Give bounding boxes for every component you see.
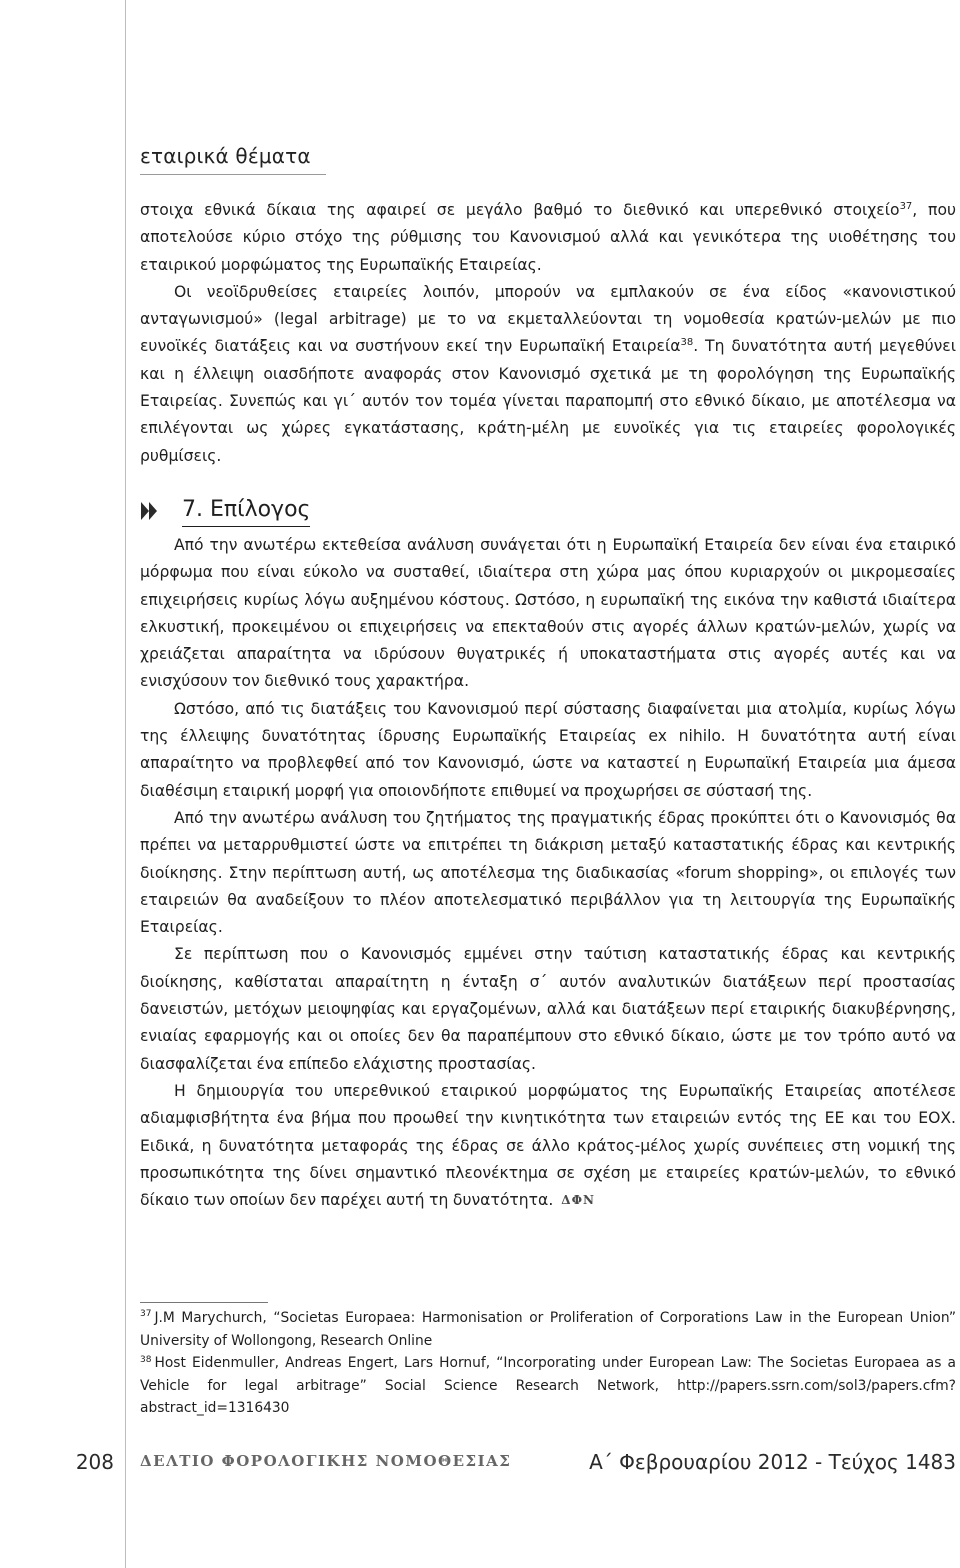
footnote-38 — [140, 1352, 956, 1420]
paragraph-1 — [140, 197, 956, 279]
footnote-37 — [140, 1307, 956, 1352]
section-heading-text: 7. Επίλογος — [182, 495, 310, 527]
paragraph-5: Από την ανωτέρω ανάλυση του ζητήματος της πραγματικής έδρας προκύπτει ότι ο Κανονισμός θα πρέπει να μεταρρυθμιστεί ώστε να επιτρέπει τη διάκριση μεταξύ καταστατικής έδρας και κεντρικής διοίκησης. Στην περίπτωση αυτή, ως αποτέλεσμα της διαδικασίας «forum shopping», οι επιλογές των εταιρειών θα αναδείξουν το πλέον αποτελεσματικό περιβάλλον για τη λειτουργία της Ευρωπαϊκής Εταιρείας. — [140, 808, 956, 937]
footnote-ref-37[interactable]: 37 — [899, 200, 913, 212]
footnotes — [140, 1302, 956, 1420]
paragraph-7-text: Η δημιουργία του υπερεθνικού εταιρικού μορφώματος της Ευρωπαϊκής Εταιρείας αποτέλεσε αδιαμφισβήτητα ένα βήμα που προωθεί την κινητικότητα των εταιρειών εντός της ΕΕ και του ΕΟΧ. Ειδικά, η δυνατότητα μεταφοράς της έδρας σε άλλο κράτος-μέλος χωρίς συνέπειες στη νομική της προσωπικότητα της δίνει σημαντικό πλεονέκτημα σε σχέση με εταιρείες κρατών-μελών, το εθνικό δίκαιο των οποίων δεν παρέχει αυτή τη δυνατότητα. — [140, 1081, 956, 1210]
paragraph-6: Σε περίπτωση που ο Κανονισμός εμμένει στην ταύτιση καταστατικής έδρας και κεντρικής διοίκησης, καθίσταται απαραίτητη η ένταξη σ΄ αυτόν αναλυτικών διατάξεων περί προστασίας δανειστών, μετόχων μειοψηφίας και εργαζομένων, αλλά και διατάξεων περί εταιρικής διακυβέρνησης, ενιαίας εφαρμογής και οι οποίες δεν θα παραπέμπουν στο εθνικό δίκαιο, ώστε με τον τρόπο αυτό να διασφαλίζεται ένα επίπεδο ελάχιστης προστασίας. — [140, 945, 956, 1073]
paragraph-2 — [140, 279, 956, 470]
journal-name: ΔΕΛΤΙΟ ΦΟΡΟΛΟΓΙΚΗΣ ΝΟΜΟΘΕΣΙΑΣ — [140, 1452, 512, 1470]
main-text — [140, 197, 956, 1214]
footnote-number: 38 — [140, 1354, 152, 1365]
paragraph-3: Από την ανωτέρω εκτεθείσα ανάλυση συνάγεται ότι η Ευρωπαϊκή Εταιρεία δεν είναι ένα εταιρικό μόρφωμα που είναι εύκολο να συσταθεί, ιδιαίτερα στη χώρα μας όπου κυριαρχούν οι μικρομεσαίες επιχειρήσεις κυρίως λόγω αυξημένου κόστους. Ωστόσο, η ευρωπαϊκή της εικόνα την καθιστά ιδιαίτερα ελκυστική, προκειμένου οι επιχειρήσεις να επεκταθούν στις αγορές άλλων κρατών-μελών, χωρίς να χρειάζεται απαραίτητα να ιδρύσουν θυγατρικές ή υποκαταστήματα στις αγορές αυτές και να ενισχύσουν τον διεθνικό τους χαρακτήρα. — [140, 535, 956, 691]
arrow-marker-icon — [140, 500, 158, 522]
paragraph-2-text-b: . Τη δυνατότητα αυτή μεγεθύνει και η έλλειψη οιασδήποτε αναφοράς στον Κανονισμό σχετικά με τη φορολόγηση της Ευρωπαϊκής Εταιρείας. Συνεπώς και γι΄ αυτόν τον τομέα γίνεται παραπομπή στο εθνικό δίκαιο, με αποτέλεσμα να επιλέγονται ως χώρες εγκατάστασης, κράτη-μέλη με ευνοϊκές για τις εταιρείες φορολογικές ρυθμίσεις. — [140, 337, 957, 465]
running-head-title: εταιρικά θέματα — [140, 141, 326, 175]
paragraph-1-text-b: , που αποτελούσε κύριο στόχο της ρύθμισης του Κανονισμού αλλά και γενικότερα της υιοθέτησης του εταιρικού μορφώματος της Ευρωπαϊκής Εταιρείας. — [140, 201, 957, 274]
issue-info: Α΄ Φεβρουαρίου 2012 - Τεύχος 1483 — [589, 1450, 956, 1474]
paragraph-2-text-a: Οι νεοϊδρυθείσες εταιρείες λοιπόν, μπορούν να εμπλακούν σε ένα είδος «κανονιστικού ανταγωνισμού» (legal arbitrage) με το να εκμεταλλεύονται τη νομοθεσία κρατών-μελών με πιο ευνοϊκές διατάξεις και να συστήνουν εκεί την Ευρωπαϊκή Εταιρεία — [140, 282, 956, 356]
margin-rule — [125, 0, 126, 1568]
footnote-number: 37 — [140, 1309, 152, 1320]
footnote-text: J.M Marychurch, “Societas Europaea: Harmonisation or Proliferation of Corporations Law in the European Union” University of Wollongong, Research Online — [140, 1310, 956, 1349]
footnote-ref-38[interactable]: 38 — [680, 337, 694, 349]
footnote-divider — [140, 1302, 268, 1303]
paragraph-4: Ωστόσο, από τις διατάξεις του Κανονισμού περί σύστασης διαφαίνεται μια ατολμία, κυρίως λόγω της έλλειψης δυνατότητας ίδρυσης Ευρωπαϊκής Εταιρείας ex nihilo. Η δυνατότητα αυτή είναι απαραίτητο να προβλεφθεί από τον Κανονισμό, ώστε να καταστεί η Ευρωπαϊκή Εταιρεία μια άμεσα διαθέσιμη εταιρική μορφή για οποιονδήποτε επιθυμεί να προχωρήσει σε σύστασή της. — [140, 699, 956, 800]
page-footer — [0, 1448, 960, 1488]
section-heading — [140, 494, 956, 528]
paragraph-1-text-a: στοιχα εθνικά δίκαια της αφαιρεί σε μεγάλο βαθμό το διεθνικό και υπερεθνικό στοιχείο — [140, 201, 900, 219]
footnote-text: Host Eidenmuller, Andreas Engert, Lars Hornuf, “Incorporating under European Law: The Societas Europaea as a Vehicle for legal arbitrage” Social Science Research Network, http://papers.ssrn.com/sol3/papers.cfm?abstract_id=1316430 — [140, 1355, 956, 1417]
end-mark-logo: ΔΦΝ — [561, 1193, 596, 1208]
paragraph-7 — [140, 1078, 956, 1214]
page-number: 208 — [75, 1450, 114, 1474]
